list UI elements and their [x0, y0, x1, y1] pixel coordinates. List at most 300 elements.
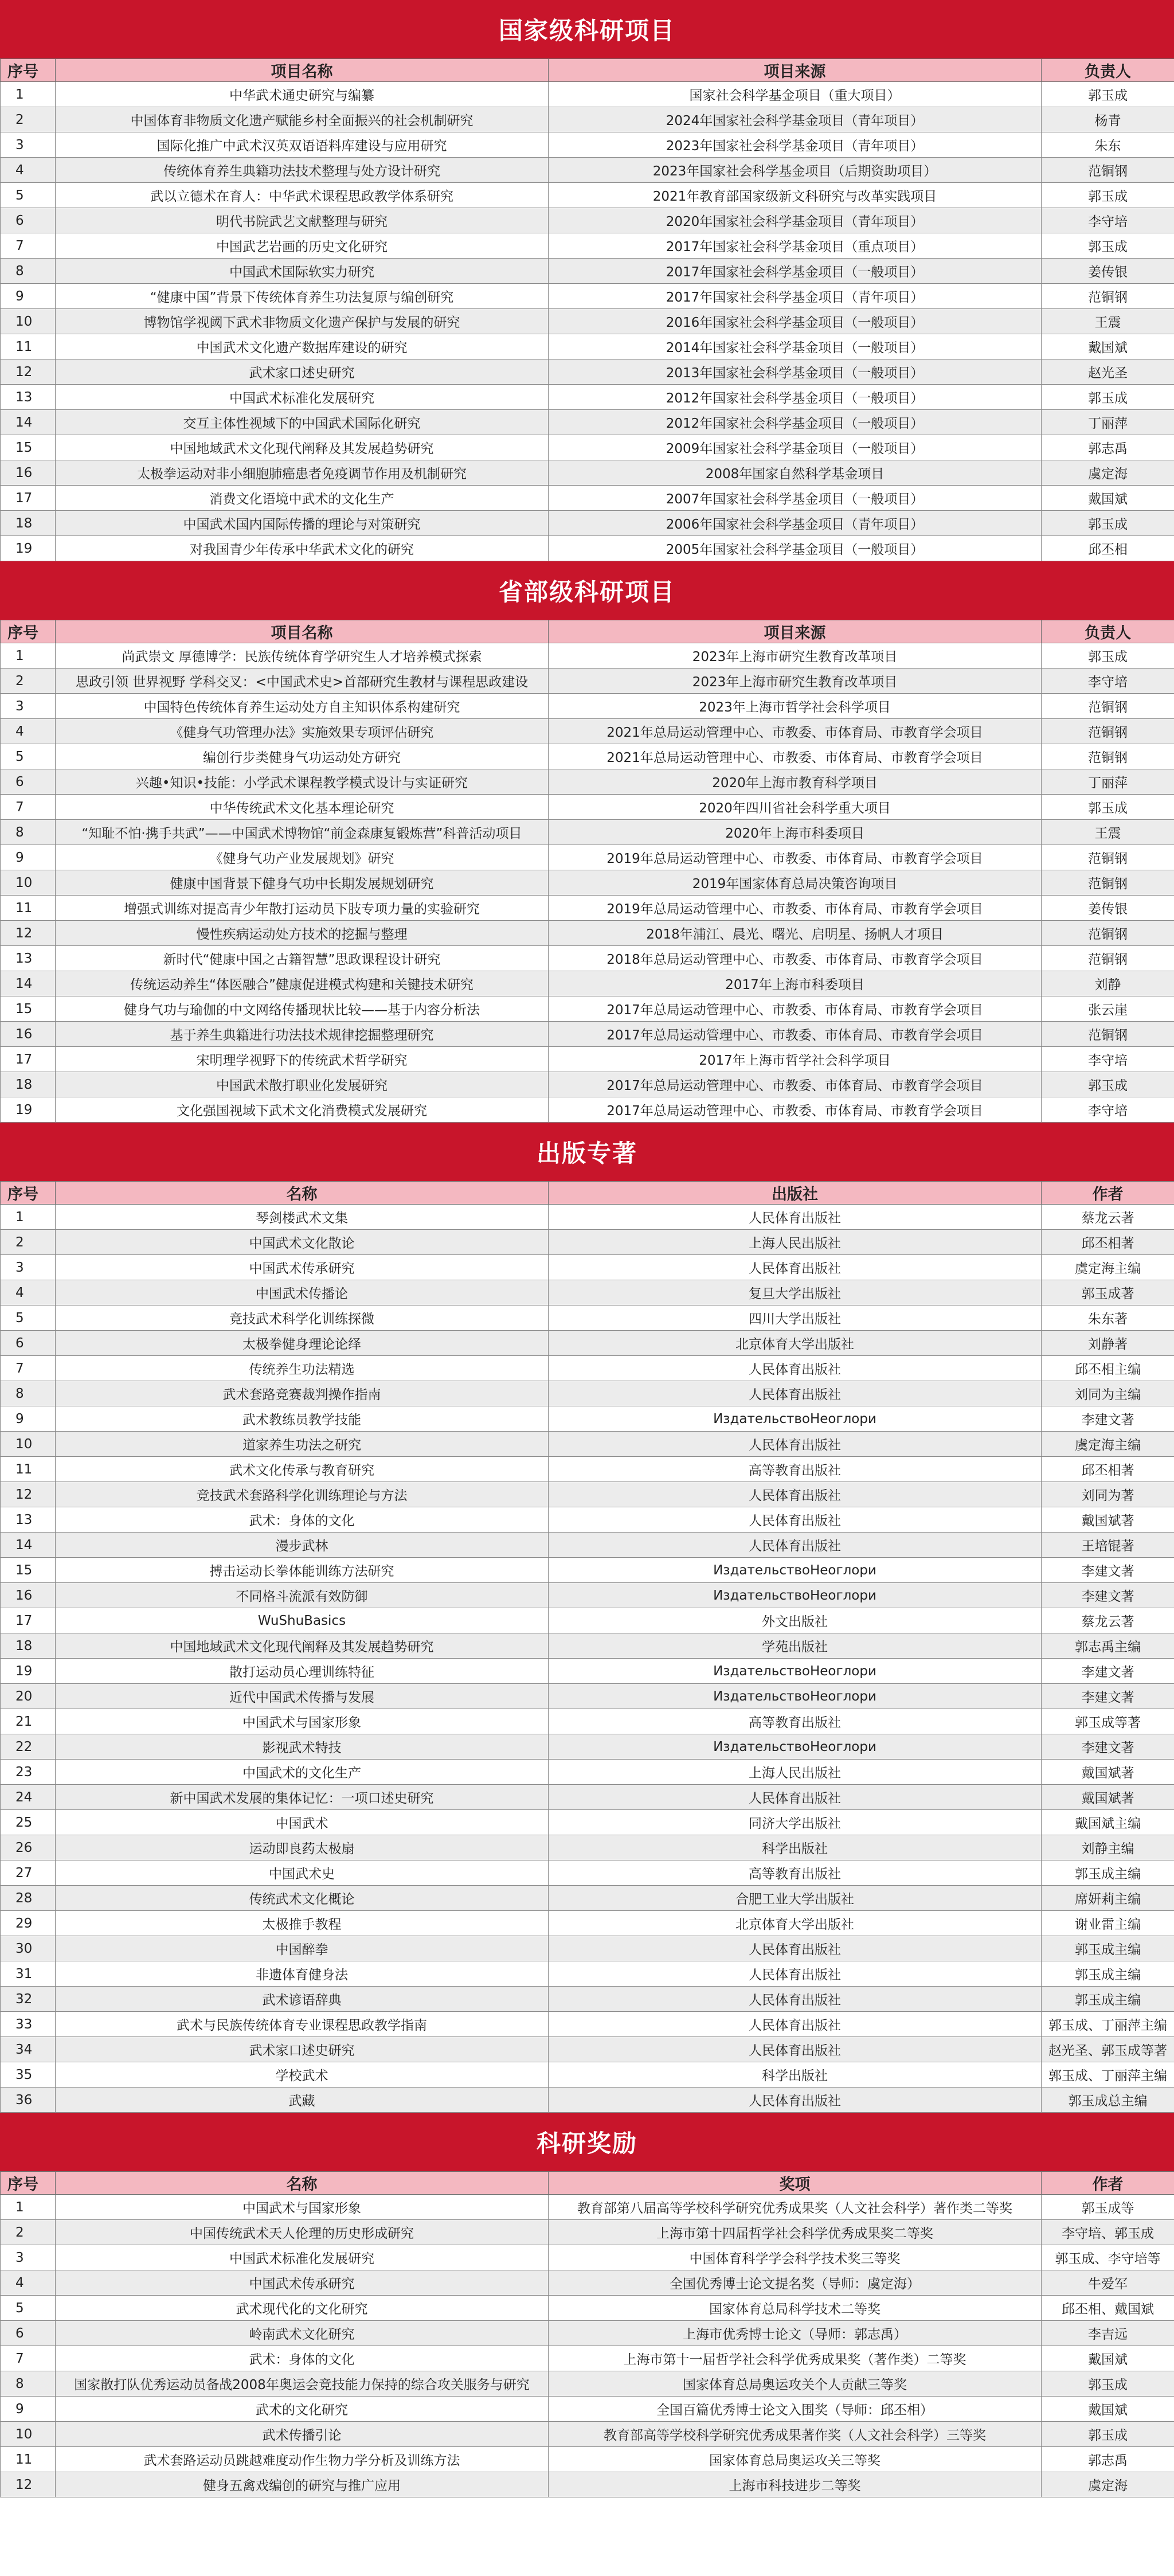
item-person: 戴国斌主编: [1042, 1810, 1174, 1835]
table-row: [1, 2012, 1174, 2037]
section-title-publications: 出版专著: [0, 1123, 1174, 1181]
item-name: 琴剑楼武术文集: [56, 1205, 549, 1230]
row-number: 23: [1, 1760, 56, 1785]
item-name: 中国体育非物质文化遗产赋能乡村全面振兴的社会机制研究: [56, 107, 549, 132]
table-row: [1, 1936, 1174, 1961]
column-header: 名称: [56, 1182, 549, 1205]
item-source: 2005年国家社会科学基金项目（一般项目）: [549, 536, 1042, 561]
item-person: 谢业雷主编: [1042, 1911, 1174, 1936]
table-row: [1, 183, 1174, 208]
item-source: 2018年浦江、晨光、曙光、启明星、扬帆人才项目: [549, 921, 1042, 946]
item-source: 同济大学出版社: [549, 1810, 1042, 1835]
item-name: “知耻不怕·携手共武”——中国武术博物馆“前金森康复锻炼营”科普活动项目: [56, 820, 549, 845]
row-number: 2: [1, 2220, 56, 2245]
item-source: 2021年教育部国家级新文科研究与改革实践项目: [549, 183, 1042, 208]
row-number: 10: [1, 309, 56, 334]
table-row: [1, 921, 1174, 946]
row-number: 3: [1, 2245, 56, 2270]
item-source: 人民体育出版社: [549, 2037, 1042, 2062]
item-source: ИздательствоНеоглори: [549, 1684, 1042, 1709]
item-person: 李守培: [1042, 669, 1174, 694]
section-title-research-awards: 科研奖励: [0, 2113, 1174, 2171]
row-number: 14: [1, 971, 56, 996]
table-row: [1, 1205, 1174, 1230]
item-source: 2017年总局运动管理中心、市教委、市体育局、市教育学会项目: [549, 1022, 1042, 1047]
item-person: 牛爱军: [1042, 2270, 1174, 2296]
item-person: 邱丕相主编: [1042, 1356, 1174, 1381]
item-source: 人民体育出版社: [549, 1533, 1042, 1558]
table-row: [1, 1583, 1174, 1608]
item-name: 武藏: [56, 2088, 549, 2113]
table-row: [1, 359, 1174, 385]
item-person: 蔡龙云著: [1042, 1608, 1174, 1633]
item-name: 传统武术文化概论: [56, 1886, 549, 1911]
row-number: 18: [1, 511, 56, 536]
row-number: 6: [1, 1331, 56, 1356]
item-person: 范铜钢: [1042, 158, 1174, 183]
table-header-row: [1, 620, 1174, 643]
item-source: 2017年总局运动管理中心、市教委、市体育局、市教育学会项目: [549, 1097, 1042, 1123]
row-number: 34: [1, 2037, 56, 2062]
table-row: [1, 158, 1174, 183]
item-person: 戴国斌著: [1042, 1507, 1174, 1533]
table-row: [1, 2270, 1174, 2296]
row-number: 5: [1, 183, 56, 208]
row-number: 11: [1, 896, 56, 921]
table-row: [1, 2245, 1174, 2270]
item-source: 2014年国家社会科学基金项目（一般项目）: [549, 334, 1042, 359]
item-name: 中国武术文化散论: [56, 1230, 549, 1255]
table-row: [1, 1406, 1174, 1432]
row-number: 19: [1, 536, 56, 561]
row-number: 9: [1, 2397, 56, 2422]
item-source: 人民体育出版社: [549, 1785, 1042, 1810]
row-number: 4: [1, 719, 56, 744]
item-person: 虞定海主编: [1042, 1255, 1174, 1280]
item-name: 兴趣•知识•技能：小学武术课程教学模式设计与实证研究: [56, 769, 549, 795]
item-name: 太极推手教程: [56, 1911, 549, 1936]
item-name: 武术与民族传统体育专业课程思政教学指南: [56, 2012, 549, 2037]
item-name: 交互主体性视域下的中国武术国际化研究: [56, 410, 549, 435]
row-number: 17: [1, 1608, 56, 1633]
item-person: 郭玉成、李守培等: [1042, 2245, 1174, 2270]
row-number: 19: [1, 1097, 56, 1123]
item-name: 编创行步类健身气功运动处方研究: [56, 744, 549, 769]
item-source: 人民体育出版社: [549, 2088, 1042, 2113]
item-name: 博物馆学视阈下武术非物质文化遗产保护与发展的研究: [56, 309, 549, 334]
item-name: 中国地域武术文化现代阐释及其发展趋势研究: [56, 435, 549, 460]
item-name: 漫步武林: [56, 1533, 549, 1558]
item-person: 戴国斌著: [1042, 1785, 1174, 1810]
item-source: 全国百篇优秀博士论文入围奖（导师：邱丕相）: [549, 2397, 1042, 2422]
item-source: 人民体育出版社: [549, 1482, 1042, 1507]
table-row: [1, 1047, 1174, 1072]
column-header: 项目来源: [549, 59, 1042, 82]
row-number: 8: [1, 1381, 56, 1406]
table-row: [1, 1608, 1174, 1633]
table-row: [1, 694, 1174, 719]
item-person: 李守培、郭玉成: [1042, 2220, 1174, 2245]
item-source: 2020年上海市教育科学项目: [549, 769, 1042, 795]
item-name: 健康中国背景下健身气功中长期发展规划研究: [56, 870, 549, 896]
item-person: 范铜钢: [1042, 719, 1174, 744]
item-source: 2023年国家社会科学基金项目（后期资助项目）: [549, 158, 1042, 183]
item-name: 中国武术与国家形象: [56, 1709, 549, 1734]
row-number: 36: [1, 2088, 56, 2113]
item-source: 人民体育出版社: [549, 1255, 1042, 1280]
table-row: [1, 233, 1174, 259]
row-number: 3: [1, 132, 56, 158]
table-row: [1, 1072, 1174, 1097]
column-header: 作者: [1042, 2172, 1174, 2195]
table-row: [1, 1835, 1174, 1860]
row-number: 16: [1, 460, 56, 486]
item-name: 武术的文化研究: [56, 2397, 549, 2422]
table-row: [1, 511, 1174, 536]
table-row: [1, 1305, 1174, 1331]
item-name: 武术教练员教学技能: [56, 1406, 549, 1432]
column-header: 负责人: [1042, 59, 1174, 82]
item-name: 中国地域武术文化现代阐释及其发展趋势研究: [56, 1633, 549, 1659]
table-header-row: [1, 1182, 1174, 1205]
row-number: 7: [1, 795, 56, 820]
item-source: 科学出版社: [549, 2062, 1042, 2088]
row-number: 33: [1, 2012, 56, 2037]
row-number: 5: [1, 1305, 56, 1331]
item-name: 太极拳运动对非小细胞肺癌患者免疫调节作用及机制研究: [56, 460, 549, 486]
table-row: [1, 2296, 1174, 2321]
item-source: 人民体育出版社: [549, 1507, 1042, 1533]
row-number: 1: [1, 643, 56, 669]
item-name: 岭南武术文化研究: [56, 2321, 549, 2346]
item-person: 郭玉成: [1042, 795, 1174, 820]
table-row: [1, 896, 1174, 921]
row-number: 11: [1, 334, 56, 359]
row-number: 12: [1, 1482, 56, 1507]
item-person: 戴国斌: [1042, 334, 1174, 359]
item-name: 中华传统武术文化基本理论研究: [56, 795, 549, 820]
row-number: 17: [1, 1047, 56, 1072]
item-person: 郭玉成主编: [1042, 1987, 1174, 2012]
item-source: 2021年总局运动管理中心、市教委、市体育局、市教育学会项目: [549, 744, 1042, 769]
item-source: 2017年国家社会科学基金项目（重点项目）: [549, 233, 1042, 259]
row-number: 27: [1, 1860, 56, 1886]
row-number: 5: [1, 2296, 56, 2321]
row-number: 10: [1, 1432, 56, 1457]
row-number: 6: [1, 208, 56, 233]
item-person: 刘静主编: [1042, 1835, 1174, 1860]
table-row: [1, 2195, 1174, 2220]
row-number: 32: [1, 1987, 56, 2012]
item-person: 郭玉成主编: [1042, 1936, 1174, 1961]
item-source: 四川大学出版社: [549, 1305, 1042, 1331]
item-name: 宋明理学视野下的传统武术哲学研究: [56, 1047, 549, 1072]
item-source: 高等教育出版社: [549, 1709, 1042, 1734]
row-number: 13: [1, 946, 56, 971]
item-source: 国家社会科学基金项目（重大项目）: [549, 82, 1042, 107]
item-source: 2017年国家社会科学基金项目（一般项目）: [549, 259, 1042, 284]
item-person: 范铜钢: [1042, 870, 1174, 896]
item-person: 郭志禹主编: [1042, 1633, 1174, 1659]
row-number: 12: [1, 2472, 56, 2497]
item-person: 郭玉成: [1042, 183, 1174, 208]
item-source: 2021年总局运动管理中心、市教委、市体育局、市教育学会项目: [549, 719, 1042, 744]
item-name: 中国武术传承研究: [56, 2270, 549, 2296]
table-row: [1, 1381, 1174, 1406]
item-source: 2020年四川省社会科学重大项目: [549, 795, 1042, 820]
item-person: 虞定海主编: [1042, 1432, 1174, 1457]
item-name: 增强式训练对提高青少年散打运动员下肢专项力量的实验研究: [56, 896, 549, 921]
item-name: 中国武术: [56, 1810, 549, 1835]
item-source: 人民体育出版社: [549, 2012, 1042, 2037]
table-row: [1, 1507, 1174, 1533]
item-source: 2008年国家自然科学基金项目: [549, 460, 1042, 486]
item-source: ИздательствоНеоглори: [549, 1583, 1042, 1608]
row-number: 22: [1, 1734, 56, 1760]
item-person: 郭玉成: [1042, 2422, 1174, 2447]
column-header: 奖项: [549, 2172, 1042, 2195]
table-research-awards: [0, 2171, 1174, 2497]
item-name: 中国醉拳: [56, 1936, 549, 1961]
item-person: 范铜钢: [1042, 946, 1174, 971]
table-row: [1, 2062, 1174, 2088]
item-name: 基于养生典籍进行功法技术规律挖掘整理研究: [56, 1022, 549, 1047]
row-number: 17: [1, 486, 56, 511]
table-row: [1, 1684, 1174, 1709]
table-row: [1, 1331, 1174, 1356]
row-number: 8: [1, 820, 56, 845]
table-row: [1, 2447, 1174, 2472]
item-source: 2007年国家社会科学基金项目（一般项目）: [549, 486, 1042, 511]
row-number: 29: [1, 1911, 56, 1936]
row-number: 10: [1, 2422, 56, 2447]
item-name: 武术传播引论: [56, 2422, 549, 2447]
row-number: 2: [1, 669, 56, 694]
item-source: 2012年国家社会科学基金项目（一般项目）: [549, 410, 1042, 435]
item-person: 赵光圣: [1042, 359, 1174, 385]
item-person: 范铜钢: [1042, 284, 1174, 309]
item-person: 郭玉成主编: [1042, 1961, 1174, 1987]
item-person: 范铜钢: [1042, 694, 1174, 719]
item-name: 武以立德术在育人：中华武术课程思政教学体系研究: [56, 183, 549, 208]
item-source: 人民体育出版社: [549, 1936, 1042, 1961]
item-person: 刘同为著: [1042, 1482, 1174, 1507]
table-row: [1, 2088, 1174, 2113]
table-row: [1, 2422, 1174, 2447]
table-row: [1, 769, 1174, 795]
item-source: 人民体育出版社: [549, 1381, 1042, 1406]
item-source: 2006年国家社会科学基金项目（青年项目）: [549, 511, 1042, 536]
table-row: [1, 1558, 1174, 1583]
table-row: [1, 284, 1174, 309]
item-source: 人民体育出版社: [549, 1205, 1042, 1230]
item-name: “健康中国”背景下传统体育养生功法复原与编创研究: [56, 284, 549, 309]
item-person: 姜传银: [1042, 259, 1174, 284]
item-person: 郭玉成: [1042, 82, 1174, 107]
item-source: 外文出版社: [549, 1608, 1042, 1633]
item-name: 健身气功与瑜伽的中文网络传播现状比较——基于内容分析法: [56, 996, 549, 1022]
table-publications: [0, 1181, 1174, 2113]
table-row: [1, 719, 1174, 744]
table-provincial-projects: [0, 620, 1174, 1123]
item-source: 2013年国家社会科学基金项目（一般项目）: [549, 359, 1042, 385]
table-row: [1, 2321, 1174, 2346]
section-title-national-projects: 国家级科研项目: [0, 0, 1174, 58]
row-number: 1: [1, 1205, 56, 1230]
row-number: 35: [1, 2062, 56, 2088]
row-number: 15: [1, 996, 56, 1022]
row-number: 10: [1, 870, 56, 896]
table-row: [1, 82, 1174, 107]
item-source: 2017年国家社会科学基金项目（青年项目）: [549, 284, 1042, 309]
item-source: ИздательствоНеоглори: [549, 1558, 1042, 1583]
item-person: 郭志禹: [1042, 2447, 1174, 2472]
item-name: 道家养生功法之研究: [56, 1432, 549, 1457]
item-source: ИздательствоНеоглори: [549, 1406, 1042, 1432]
table-row: [1, 1356, 1174, 1381]
row-number: 19: [1, 1659, 56, 1684]
item-person: 郭玉成、丁丽萍主编: [1042, 2012, 1174, 2037]
table-row: [1, 2472, 1174, 2497]
section-title-provincial-projects: 省部级科研项目: [0, 561, 1174, 620]
item-name: 健身五禽戏编创的研究与推广应用: [56, 2472, 549, 2497]
item-source: 合肥工业大学出版社: [549, 1886, 1042, 1911]
table-row: [1, 385, 1174, 410]
item-name: 尚武崇文 厚德博学：民族传统体育学研究生人才培养模式探索: [56, 643, 549, 669]
table-row: [1, 2220, 1174, 2245]
item-name: 中国特色传统体育养生运动处方自主知识体系构建研究: [56, 694, 549, 719]
table-row: [1, 1457, 1174, 1482]
table-row: [1, 309, 1174, 334]
row-number: 15: [1, 435, 56, 460]
row-number: 7: [1, 2346, 56, 2371]
item-source: 2023年上海市哲学社会科学项目: [549, 694, 1042, 719]
item-person: 郭玉成: [1042, 511, 1174, 536]
item-person: 王震: [1042, 820, 1174, 845]
item-name: 新时代“健康中国之古籍智慧”思政课程设计研究: [56, 946, 549, 971]
item-person: 朱东著: [1042, 1305, 1174, 1331]
item-source: 人民体育出版社: [549, 1356, 1042, 1381]
item-source: 2016年国家社会科学基金项目（一般项目）: [549, 309, 1042, 334]
table-row: [1, 1810, 1174, 1835]
row-number: 26: [1, 1835, 56, 1860]
table-row: [1, 1886, 1174, 1911]
item-person: 刘静: [1042, 971, 1174, 996]
item-person: 刘同为主编: [1042, 1381, 1174, 1406]
item-person: 丁丽萍: [1042, 769, 1174, 795]
item-person: 李建文著: [1042, 1684, 1174, 1709]
item-person: 姜传银: [1042, 896, 1174, 921]
table-row: [1, 996, 1174, 1022]
row-number: 8: [1, 259, 56, 284]
item-name: 《健身气功产业发展规划》研究: [56, 845, 549, 870]
item-person: 戴国斌著: [1042, 1760, 1174, 1785]
item-name: 搏击运动长拳体能训练方法研究: [56, 1558, 549, 1583]
item-person: 邱丕相: [1042, 536, 1174, 561]
item-name: 对我国青少年传承中华武术文化的研究: [56, 536, 549, 561]
row-number: 16: [1, 1583, 56, 1608]
row-number: 6: [1, 2321, 56, 2346]
table-row: [1, 1432, 1174, 1457]
item-name: 中国武术标准化发展研究: [56, 2245, 549, 2270]
row-number: 24: [1, 1785, 56, 1810]
item-person: 李建文著: [1042, 1659, 1174, 1684]
item-name: 中国武术传播论: [56, 1280, 549, 1305]
item-source: 2023年上海市研究生教育改革项目: [549, 643, 1042, 669]
item-person: 李守培: [1042, 1097, 1174, 1123]
column-header: 序号: [1, 2172, 56, 2195]
table-row: [1, 1482, 1174, 1507]
item-source: ИздательствоНеоглори: [549, 1734, 1042, 1760]
item-name: 中国武术国际软实力研究: [56, 259, 549, 284]
item-name: 散打运动员心理训练特征: [56, 1659, 549, 1684]
row-number: 9: [1, 845, 56, 870]
item-name: 中国武术与国家形象: [56, 2195, 549, 2220]
row-number: 14: [1, 410, 56, 435]
item-name: 影视武术特技: [56, 1734, 549, 1760]
item-source: 上海市科技进步二等奖: [549, 2472, 1042, 2497]
item-person: 蔡龙云著: [1042, 1205, 1174, 1230]
item-person: 邱丕相、戴国斌: [1042, 2296, 1174, 2321]
table-row: [1, 2037, 1174, 2062]
item-person: 赵光圣、郭玉成等著: [1042, 2037, 1174, 2062]
item-source: 教育部高等学校科学研究优秀成果著作奖（人文社会科学）三等奖: [549, 2422, 1042, 2447]
item-name: 武术文化传承与教育研究: [56, 1457, 549, 1482]
item-source: 2019年国家体育总局决策咨询项目: [549, 870, 1042, 896]
item-source: 上海市第十一届哲学社会科学优秀成果奖（著作类）二等奖: [549, 2346, 1042, 2371]
item-person: 朱东: [1042, 132, 1174, 158]
item-person: 李建文著: [1042, 1734, 1174, 1760]
table-row: [1, 1785, 1174, 1810]
column-header: 负责人: [1042, 620, 1174, 643]
item-source: 国家体育总局奥运攻关个人贡献三等奖: [549, 2371, 1042, 2397]
table-row: [1, 1633, 1174, 1659]
item-person: 郭玉成总主编: [1042, 2088, 1174, 2113]
item-person: 郭玉成: [1042, 233, 1174, 259]
row-number: 2: [1, 1230, 56, 1255]
item-source: 上海市第十四届哲学社会科学优秀成果奖二等奖: [549, 2220, 1042, 2245]
item-source: 2017年总局运动管理中心、市教委、市体育局、市教育学会项目: [549, 996, 1042, 1022]
item-source: 2019年总局运动管理中心、市教委、市体育局、市教育学会项目: [549, 896, 1042, 921]
item-source: 上海人民出版社: [549, 1760, 1042, 1785]
item-name: 传统运动养生“体医融合”健康促进模式构建和关键技术研究: [56, 971, 549, 996]
item-name: 国际化推广中武术汉英双语语料库建设与应用研究: [56, 132, 549, 158]
item-source: 高等教育出版社: [549, 1457, 1042, 1482]
table-row: [1, 971, 1174, 996]
table-row: [1, 1709, 1174, 1734]
item-source: 高等教育出版社: [549, 1860, 1042, 1886]
row-number: 13: [1, 1507, 56, 1533]
item-person: 戴国斌: [1042, 2346, 1174, 2371]
item-source: 教育部第八届高等学校科学研究优秀成果奖（人文社会科学）著作类二等奖: [549, 2195, 1042, 2220]
item-source: 上海人民出版社: [549, 1230, 1042, 1255]
item-source: 2017年总局运动管理中心、市教委、市体育局、市教育学会项目: [549, 1072, 1042, 1097]
row-number: 18: [1, 1072, 56, 1097]
table-row: [1, 536, 1174, 561]
item-name: 明代书院武艺文献整理与研究: [56, 208, 549, 233]
item-person: 李建文著: [1042, 1558, 1174, 1583]
item-name: 中华武术通史研究与编纂: [56, 82, 549, 107]
row-number: 4: [1, 2270, 56, 2296]
item-source: 全国优秀博士论文提名奖（导师：虞定海）: [549, 2270, 1042, 2296]
table-row: [1, 820, 1174, 845]
item-name: 近代中国武术传播与发展: [56, 1684, 549, 1709]
table-national-projects: [0, 58, 1174, 561]
item-person: 丁丽萍: [1042, 410, 1174, 435]
row-number: 4: [1, 158, 56, 183]
item-person: 郭玉成、丁丽萍主编: [1042, 2062, 1174, 2088]
column-header: 项目名称: [56, 59, 549, 82]
